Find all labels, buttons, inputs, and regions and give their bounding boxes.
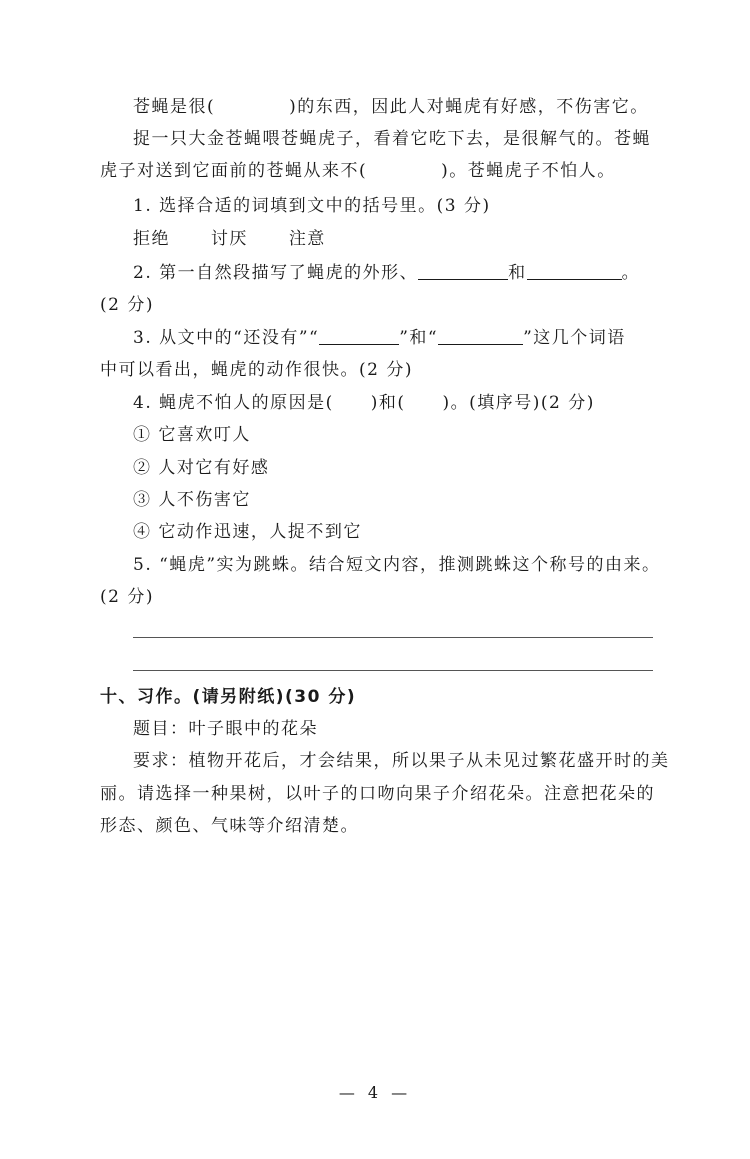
question-4: 4. 蝇虎不怕人的原因是( )和( )。(填序号)(2 分): [133, 393, 595, 413]
passage-line-2a: 捉一只大金苍蝇喂苍蝇虎子，看着它吃下去，是很解气的。苍蝇: [133, 129, 651, 149]
word-choice-1: 拒绝: [133, 229, 170, 249]
question-5: 5. “蝇虎”实为跳蛛。结合短文内容，推测跳蛛这个称号的由来。: [133, 555, 661, 575]
section-composition-title: 十、习作。(请另附纸)(30 分): [100, 687, 357, 707]
question-2: [133, 262, 660, 284]
answer-line-1[interactable]: [133, 637, 653, 638]
word-choice-2: 讨厌: [210, 229, 248, 249]
passage-line-2b: 虎子对送到它面前的苍蝇从来不( )。苍蝇虎子不怕人。: [100, 161, 616, 181]
question-3-post: ”这几个词语: [523, 328, 626, 348]
answer-blank-3b[interactable]: [438, 328, 523, 345]
answer-blank-2a[interactable]: [418, 263, 508, 280]
question-2-score: (2 分): [100, 295, 154, 315]
option-2: ② 人对它有好感: [133, 458, 270, 478]
option-4: ④ 它动作迅速，人捉不到它: [133, 522, 362, 542]
answer-blank-2b[interactable]: [527, 263, 622, 280]
question-2-text: 2. 第一自然段描写了蝇虎的外形、: [133, 263, 419, 283]
option-1: ① 它喜欢叮人: [133, 425, 251, 445]
page-number: — 4 —: [338, 1083, 412, 1102]
question-3-cont: 中可以看出，蝇虎的动作很快。(2 分): [100, 360, 413, 380]
question-1: 1. 选择合适的词填到文中的括号里。(3 分): [133, 196, 491, 216]
word-choices: [133, 228, 660, 250]
question-5-score: (2 分): [100, 587, 154, 607]
passage-line-1: 苍蝇是很( )的东西，因此人对蝇虎有好感，不伤害它。: [133, 97, 649, 117]
answer-line-2[interactable]: [133, 670, 653, 671]
answer-blank-3a[interactable]: [319, 328, 399, 345]
question-3-and: ”和“: [399, 328, 439, 348]
composition-requirement-2: 丽。请选择一种果树，以叶子的口吻向果子介绍花朵。注意把花朵的: [100, 784, 655, 804]
composition-requirement-3: 形态、颜色、气味等介绍清楚。: [100, 816, 359, 836]
question-3: [133, 327, 660, 349]
composition-requirement-1: 要求：植物开花后，才会结果，所以果子从未见过繁花盛开时的美: [133, 751, 670, 771]
composition-topic: 题目：叶子眼中的花朵: [133, 719, 318, 739]
word-choice-3: 注意: [288, 229, 326, 249]
question-2-end: 。: [621, 263, 641, 283]
question-3-text: 3. 从文中的“还没有”“: [133, 328, 320, 348]
question-2-and: 和: [508, 263, 527, 283]
option-3: ③ 人不伤害它: [133, 490, 251, 510]
